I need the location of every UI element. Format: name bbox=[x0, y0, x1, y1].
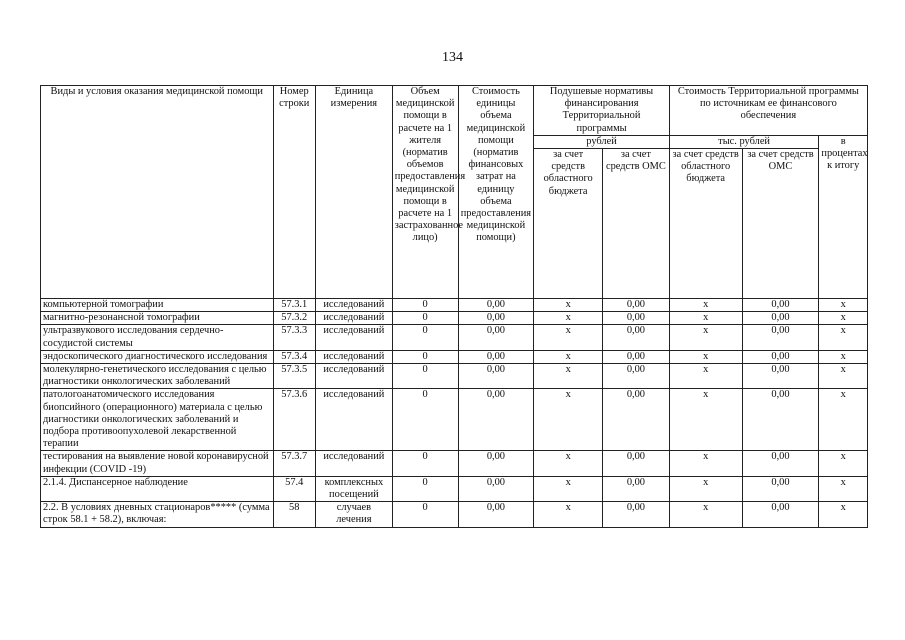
row-unit: исследований bbox=[315, 312, 392, 325]
row-total-budget: х bbox=[669, 312, 742, 325]
table-row bbox=[41, 312, 868, 325]
row-percent: х bbox=[819, 350, 868, 363]
row-per-capita-budget: х bbox=[534, 451, 603, 476]
row-percent: х bbox=[819, 502, 868, 527]
row-per-capita-budget: х bbox=[534, 502, 603, 527]
row-number: 57.3.1 bbox=[273, 299, 315, 312]
row-per-capita-oms: 0,00 bbox=[603, 312, 670, 325]
row-volume: 0 bbox=[392, 389, 458, 451]
header-row-number: Номер строки bbox=[273, 86, 315, 299]
row-name: магнитно-резонансной томографии bbox=[41, 312, 274, 325]
row-cost: 0,00 bbox=[458, 476, 534, 501]
row-cost: 0,00 bbox=[458, 389, 534, 451]
row-percent: х bbox=[819, 299, 868, 312]
row-cost: 0,00 bbox=[458, 312, 534, 325]
row-name: молекулярно-генетического исследования с целью диагностики онкологических заболеваний bbox=[41, 364, 274, 389]
row-per-capita-oms: 0,00 bbox=[603, 502, 670, 527]
row-cost: 0,00 bbox=[458, 299, 534, 312]
row-total-oms: 0,00 bbox=[742, 502, 819, 527]
table-row bbox=[41, 299, 868, 312]
row-percent: х bbox=[819, 325, 868, 350]
row-unit: исследований bbox=[315, 364, 392, 389]
row-per-capita-oms: 0,00 bbox=[603, 350, 670, 363]
row-name: компьютерной томографии bbox=[41, 299, 274, 312]
row-number: 57.3.7 bbox=[273, 451, 315, 476]
row-per-capita-oms: 0,00 bbox=[603, 476, 670, 501]
row-name: ультразвукового исследования сердечно-сосудистой системы bbox=[41, 325, 274, 350]
row-cost: 0,00 bbox=[458, 451, 534, 476]
row-unit: исследований bbox=[315, 350, 392, 363]
table-row bbox=[41, 389, 868, 451]
row-name: патологоанатомического исследования биопсийного (операционного) материала с целью диагностики онкологических заболеваний и подбора противоопухолевой лекарственной терапии bbox=[41, 389, 274, 451]
row-per-capita-oms: 0,00 bbox=[603, 364, 670, 389]
row-volume: 0 bbox=[392, 312, 458, 325]
row-volume: 0 bbox=[392, 476, 458, 501]
row-unit: исследований bbox=[315, 389, 392, 451]
row-number: 57.3.5 bbox=[273, 364, 315, 389]
row-number: 57.4 bbox=[273, 476, 315, 501]
row-volume: 0 bbox=[392, 451, 458, 476]
header-unit-thousand-rub: тыс. рублей bbox=[669, 135, 819, 148]
table-row bbox=[41, 325, 868, 350]
table-row bbox=[41, 364, 868, 389]
table-row bbox=[41, 502, 868, 527]
row-percent: х bbox=[819, 312, 868, 325]
header-regional-budget-2: за счет средств областного бюджета bbox=[669, 149, 742, 299]
row-unit: комплексных посещений bbox=[315, 476, 392, 501]
row-percent: х bbox=[819, 389, 868, 451]
row-total-budget: х bbox=[669, 325, 742, 350]
header-oms-2: за счет средств ОМС bbox=[742, 149, 819, 299]
row-percent: х bbox=[819, 364, 868, 389]
header-per-capita-group: Подушевые нормативы финансирования Территориальной программы bbox=[534, 86, 669, 136]
row-total-budget: х bbox=[669, 389, 742, 451]
row-cost: 0,00 bbox=[458, 502, 534, 527]
row-total-oms: 0,00 bbox=[742, 364, 819, 389]
header-unit-rub: рублей bbox=[534, 135, 669, 148]
row-volume: 0 bbox=[392, 364, 458, 389]
financing-table bbox=[40, 85, 868, 528]
row-volume: 0 bbox=[392, 350, 458, 363]
row-volume: 0 bbox=[392, 325, 458, 350]
row-name: тестирования на выявление новой коронавирусной инфекции (COVID -19) bbox=[41, 451, 274, 476]
row-name: 2.2. В условиях дневных стационаров***** (сумма строк 58.1 + 58.2), включая: bbox=[41, 502, 274, 527]
row-total-budget: х bbox=[669, 299, 742, 312]
row-percent: х bbox=[819, 476, 868, 501]
header-unit-cost: Стоимость единицы объема медицинской помощи (норматив финансовых затрат на единицу объема предоставления медицинской помощи) bbox=[458, 86, 534, 299]
row-per-capita-budget: х bbox=[534, 364, 603, 389]
header-regional-budget: за счет средств областного бюджета bbox=[534, 149, 603, 299]
row-cost: 0,00 bbox=[458, 350, 534, 363]
table-row bbox=[41, 350, 868, 363]
row-total-budget: х bbox=[669, 476, 742, 501]
row-total-oms: 0,00 bbox=[742, 299, 819, 312]
row-total-oms: 0,00 bbox=[742, 350, 819, 363]
row-percent: х bbox=[819, 451, 868, 476]
header-unit: Единица измерения bbox=[315, 86, 392, 299]
row-number: 58 bbox=[273, 502, 315, 527]
table-row bbox=[41, 476, 868, 501]
page-number: 134 bbox=[442, 50, 463, 65]
row-total-budget: х bbox=[669, 502, 742, 527]
row-unit: случаев лечения bbox=[315, 502, 392, 527]
row-volume: 0 bbox=[392, 502, 458, 527]
table-row bbox=[41, 451, 868, 476]
header-service-type: Виды и условия оказания медицинской помощи bbox=[41, 86, 274, 299]
row-number: 57.3.2 bbox=[273, 312, 315, 325]
header-volume: Объем медицинской помощи в расчете на 1 жителя (норматив объемов предоставления медицинской помощи в расчете на 1 застрахованное лицо) bbox=[392, 86, 458, 299]
header-oms: за счет средств ОМС bbox=[603, 149, 670, 299]
row-per-capita-oms: 0,00 bbox=[603, 451, 670, 476]
row-total-budget: х bbox=[669, 350, 742, 363]
row-total-oms: 0,00 bbox=[742, 389, 819, 451]
row-per-capita-budget: х bbox=[534, 312, 603, 325]
row-total-oms: 0,00 bbox=[742, 325, 819, 350]
row-total-budget: х bbox=[669, 451, 742, 476]
row-per-capita-budget: х bbox=[534, 299, 603, 312]
row-per-capita-oms: 0,00 bbox=[603, 389, 670, 451]
row-number: 57.3.6 bbox=[273, 389, 315, 451]
header-program-cost-group: Стоимость Территориальной программы по источникам ее финансового обеспечения bbox=[669, 86, 867, 136]
row-volume: 0 bbox=[392, 299, 458, 312]
row-number: 57.3.3 bbox=[273, 325, 315, 350]
row-total-budget: х bbox=[669, 364, 742, 389]
row-total-oms: 0,00 bbox=[742, 451, 819, 476]
header-percent: в процентах к итогу bbox=[819, 135, 868, 298]
row-per-capita-budget: х bbox=[534, 476, 603, 501]
row-total-oms: 0,00 bbox=[742, 476, 819, 501]
row-per-capita-oms: 0,00 bbox=[603, 299, 670, 312]
row-unit: исследований bbox=[315, 325, 392, 350]
row-per-capita-budget: х bbox=[534, 325, 603, 350]
row-name: 2.1.4. Диспансерное наблюдение bbox=[41, 476, 274, 501]
row-cost: 0,00 bbox=[458, 364, 534, 389]
row-per-capita-budget: х bbox=[534, 389, 603, 451]
row-per-capita-oms: 0,00 bbox=[603, 325, 670, 350]
row-unit: исследований bbox=[315, 299, 392, 312]
row-name: эндоскопического диагностического исследования bbox=[41, 350, 274, 363]
row-total-oms: 0,00 bbox=[742, 312, 819, 325]
row-number: 57.3.4 bbox=[273, 350, 315, 363]
row-unit: исследований bbox=[315, 451, 392, 476]
row-cost: 0,00 bbox=[458, 325, 534, 350]
row-per-capita-budget: х bbox=[534, 350, 603, 363]
